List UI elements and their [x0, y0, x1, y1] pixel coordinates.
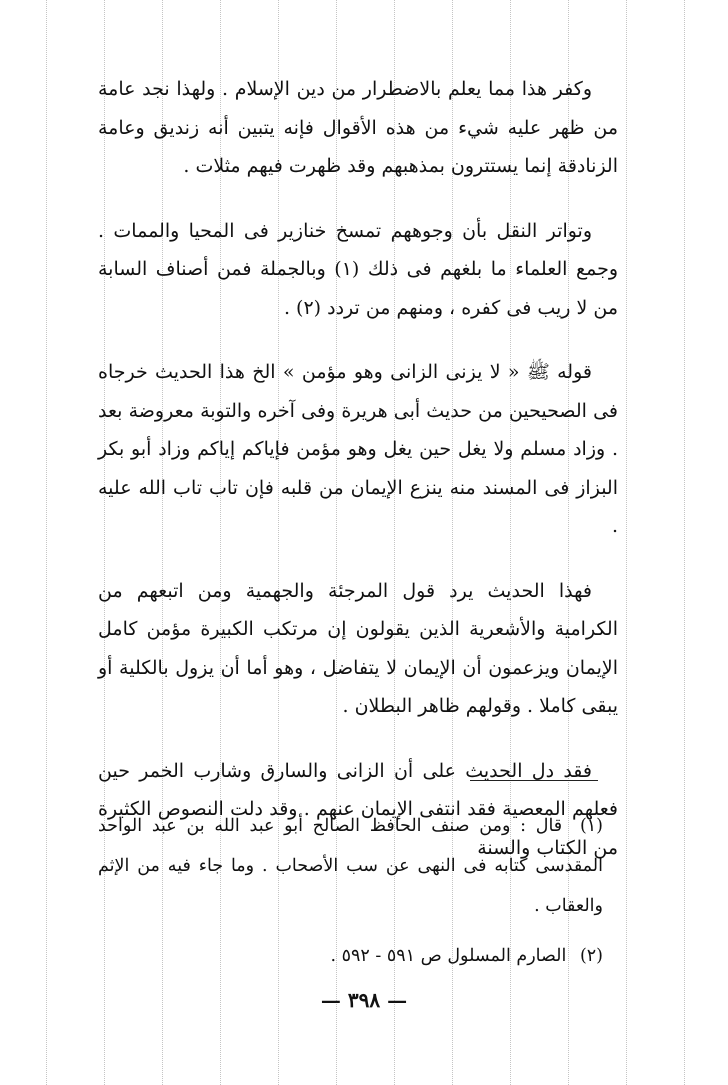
main-text [98, 70, 618, 867]
footnote-number: (٢) [579, 946, 603, 966]
paragraph: فهذا الحديث يرد قول المرجئة والجهمية ومن اتبعهم من الكرامية والأشعرية الذين يقولون إن مرتكب الكبيرة مؤمن كامل الإيمان ويزعمون أن الإيمان لا يتفاضل ، وهو أما أن يزول بالكلية أو يبقى كاملا . وقولهم ظاهر البطلان . [98, 579, 618, 717]
footnote [98, 936, 603, 976]
paragraph: وكفر هذا مما يعلم بالاضطرار من دين الإسلام . ولهذا نجد عامة من ظهر عليه شيء من هذه الأقوال فإنه يتبين أنه زنديق وعامة الزنادقة إنما يستترون بمذهبهم وقد ظهرت فيهم مثلات . [98, 78, 618, 177]
footnote-text: الصارم المسلول ص ٥٩١ - ٥٩٢ . [330, 946, 567, 966]
footnote-text: قال : ومن صنف الحافظ الصالح أبو عبد الله بن عبد الواحد المقدسى كتابه فى النهى عن سب الأصحاب . وما جاء فيه من الإثم والعقاب . [98, 816, 603, 916]
page-number: — ٣٩٨ — [320, 988, 408, 1012]
footnote [98, 806, 603, 926]
scan-guide-line [46, 0, 47, 1085]
scan-guide-line [626, 0, 627, 1085]
paragraph: قوله ﷺ « لا يزنى الزانى وهو مؤمن » الخ هذا الحديث خرجاه فى الصحيحين من حديث أبى هريرة وفى آخره والتوبة معروضة بعد . وزاد مسلم ولا يغل حين يغل وهو مؤمن فإياكم إياكم وزاد أبو بكر البزاز فى المسند منه ينزع الإيمان من قلبه فإن تاب تاب الله عليه . [98, 361, 618, 537]
footnotes [98, 806, 603, 986]
scan-guide-line [684, 0, 685, 1085]
footnote-number: (١) [579, 816, 603, 836]
footnote-separator [470, 780, 598, 781]
paragraph: فقد دل الحديث على أن الزانى والسارق وشارب الخمر حين فعلهم المعصية فقد انتفى الإيمان عنهم . وقد دلت النصوص الكثيرة من الكتاب والسنة [98, 759, 618, 859]
paragraph: وتواتر النقل بأن وجوههم تمسخ خنازير فى المحيا والممات . وجمع العلماء ما بلغهم فى ذلك (١) وبالجملة فمن أصناف السابة من لا ريب فى كفره ، ومنهم من تردد (٢) . [98, 219, 618, 319]
